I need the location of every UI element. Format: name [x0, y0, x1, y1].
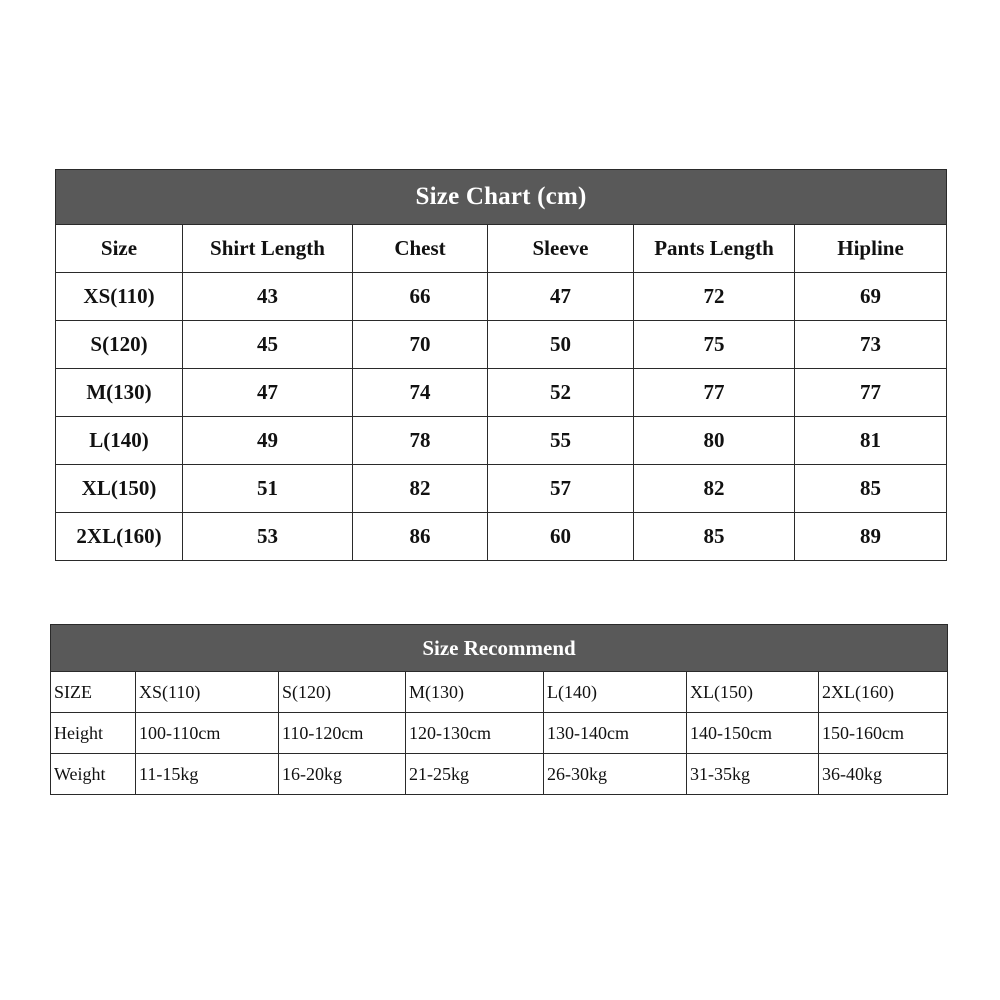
table-row — [56, 417, 947, 465]
column-header-shirt-length: Shirt Length — [183, 225, 353, 273]
height-value-cell: 120-130cm — [406, 713, 544, 754]
weight-row — [51, 754, 948, 795]
size-recommend-table — [50, 624, 948, 795]
shirt-length-cell: 45 — [183, 321, 353, 369]
weight-value-cell: 26-30kg — [544, 754, 687, 795]
size-value-cell: XL(150) — [687, 672, 819, 713]
table-row — [56, 273, 947, 321]
size-chart-title: Size Chart (cm) — [56, 170, 947, 225]
chest-cell: 70 — [353, 321, 488, 369]
table-row — [56, 321, 947, 369]
shirt-length-cell: 49 — [183, 417, 353, 465]
column-header-chest: Chest — [353, 225, 488, 273]
height-value-cell: 130-140cm — [544, 713, 687, 754]
sleeve-cell: 60 — [488, 513, 634, 561]
hipline-cell: 81 — [795, 417, 947, 465]
shirt-length-cell: 43 — [183, 273, 353, 321]
size-chart-table — [55, 169, 947, 561]
chest-cell: 82 — [353, 465, 488, 513]
row-label-height: Height — [51, 713, 136, 754]
height-value-cell: 100-110cm — [136, 713, 279, 754]
pants-length-cell: 80 — [634, 417, 795, 465]
weight-value-cell: 36-40kg — [819, 754, 948, 795]
size-value-cell: 2XL(160) — [819, 672, 948, 713]
height-value-cell: 150-160cm — [819, 713, 948, 754]
table-row — [56, 465, 947, 513]
size-value-cell: S(120) — [279, 672, 406, 713]
weight-value-cell: 11-15kg — [136, 754, 279, 795]
table-row — [56, 513, 947, 561]
chest-cell: 78 — [353, 417, 488, 465]
size-cell: XS(110) — [56, 273, 183, 321]
sleeve-cell: 47 — [488, 273, 634, 321]
size-cell: L(140) — [56, 417, 183, 465]
hipline-cell: 73 — [795, 321, 947, 369]
size-recommend-title-row — [51, 625, 948, 672]
row-label-size: SIZE — [51, 672, 136, 713]
chest-cell: 66 — [353, 273, 488, 321]
size-chart-title-row — [56, 170, 947, 225]
size-row — [51, 672, 948, 713]
pants-length-cell: 85 — [634, 513, 795, 561]
chest-cell: 74 — [353, 369, 488, 417]
column-header-sleeve: Sleeve — [488, 225, 634, 273]
hipline-cell: 85 — [795, 465, 947, 513]
weight-value-cell: 16-20kg — [279, 754, 406, 795]
height-value-cell: 140-150cm — [687, 713, 819, 754]
height-row — [51, 713, 948, 754]
hipline-cell: 77 — [795, 369, 947, 417]
size-cell: XL(150) — [56, 465, 183, 513]
chest-cell: 86 — [353, 513, 488, 561]
column-header-hipline: Hipline — [795, 225, 947, 273]
shirt-length-cell: 51 — [183, 465, 353, 513]
pants-length-cell: 75 — [634, 321, 795, 369]
column-header-size: Size — [56, 225, 183, 273]
row-label-weight: Weight — [51, 754, 136, 795]
height-value-cell: 110-120cm — [279, 713, 406, 754]
size-value-cell: M(130) — [406, 672, 544, 713]
shirt-length-cell: 53 — [183, 513, 353, 561]
sleeve-cell: 55 — [488, 417, 634, 465]
shirt-length-cell: 47 — [183, 369, 353, 417]
weight-value-cell: 31-35kg — [687, 754, 819, 795]
size-cell: 2XL(160) — [56, 513, 183, 561]
table-row — [56, 369, 947, 417]
size-value-cell: XS(110) — [136, 672, 279, 713]
column-header-pants-length: Pants Length — [634, 225, 795, 273]
size-cell: S(120) — [56, 321, 183, 369]
hipline-cell: 69 — [795, 273, 947, 321]
size-value-cell: L(140) — [544, 672, 687, 713]
sleeve-cell: 52 — [488, 369, 634, 417]
pants-length-cell: 82 — [634, 465, 795, 513]
hipline-cell: 89 — [795, 513, 947, 561]
sleeve-cell: 50 — [488, 321, 634, 369]
pants-length-cell: 77 — [634, 369, 795, 417]
size-cell: M(130) — [56, 369, 183, 417]
size-recommend-title: Size Recommend — [51, 625, 948, 672]
size-chart-header-row — [56, 225, 947, 273]
pants-length-cell: 72 — [634, 273, 795, 321]
weight-value-cell: 21-25kg — [406, 754, 544, 795]
sleeve-cell: 57 — [488, 465, 634, 513]
